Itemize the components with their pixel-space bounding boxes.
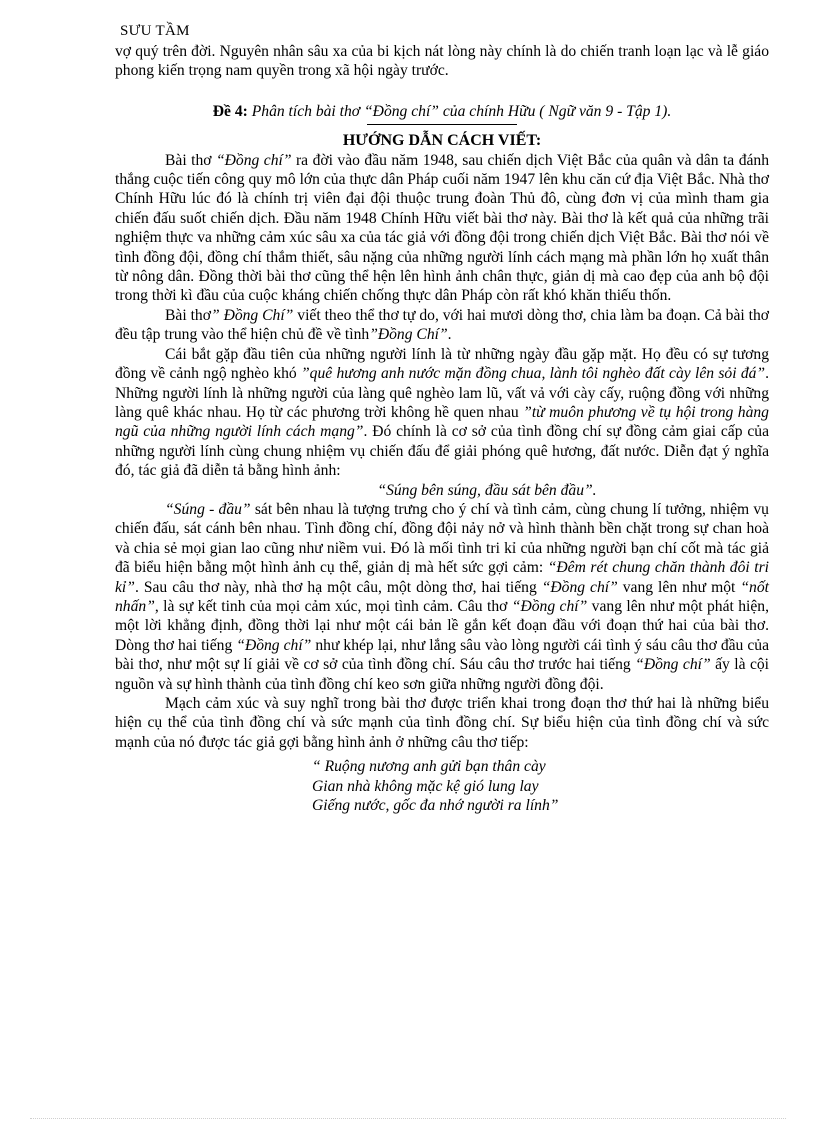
- page-bottom-border: [30, 1118, 786, 1119]
- para4-quote-e: “Đồng chí”: [541, 578, 618, 596]
- para3-text-c: . Những người lính là những người của làng quê nghèo lam lũ, vất vả với cày cấy, ruộng đồng với những làng quê khác nhau. Họ từ các phương trời không hề quen nhau: [115, 365, 769, 421]
- quote-verse: “Súng bên súng, đầu sát bên đầu”.: [377, 481, 597, 499]
- para4-quote-c: “Đêm rét chung chăn thành đôi tri kỉ”: [115, 559, 769, 596]
- paragraph-5: Mạch cảm xúc và suy nghĩ trong bài thơ được triển khai trong đoạn thơ thứ hai là những biểu hiện cụ thể của tình đồng chí và sức mạnh của tình đồng chí. Sự biểu hiện của tình đồng chí và sức mạnh của nó được tác giả gợi bằng hình ảnh ở những câu thơ tiếp:: [115, 695, 769, 751]
- paragraph-1: [115, 151, 769, 306]
- para1-quote: “Đồng chí”: [215, 151, 292, 169]
- para4-quote-a: “Súng - đầu”: [165, 500, 251, 518]
- para4-quote-k: “Đồng chí”: [236, 636, 312, 654]
- para4-text-j: vang lên như một phát hiện, một lời khẳng định, đồng thời lại như một cái bản lề gắn kết đoạn đầu với đoạn thứ hai của bài thơ. Dòng thơ hai tiếng: [115, 597, 769, 654]
- question-label: Đề 4:: [212, 102, 248, 120]
- para1-text-c: ra đời vào đầu năm 1948, sau chiến dịch Việt Bắc của quân và dân ta đánh thắng cuộc tiến công quy mô lớn của thực dân Pháp cuối năm 1947 lên khu căn cứ địa Việt Bắc. Nhà thơ Chính Hữu lúc đó là chính trị viên đại đội thuộc trung đoàn Thủ đô, cùng đơn vị của mình tham gia chiến đấu suốt chiến dịch. Đầu năm 1948 Chính Hữu viết bài thơ này. Bài thơ là kết quả của những trãi nghiệm thực va những cảm xúc sâu xa của tác giả với đồng đội trong chiến dịch Việt Bắc. Bài thơ nói về tình đồng đội, đồng chí thắm thiết, sâu nặng của những người lính cách mạng mà phần lớn họ xuất thân từ nông dân. Đồng thời bài thơ cũng thể hện lên hình ảnh chân thực, giản dị mà cao đẹp của anh bộ đội trong thời kì đầu của cuộc kháng chiến chống thực dân Pháp còn rất khó khăn thiếu thốn.: [115, 151, 770, 305]
- poem-line: Gian nhà không mặc kệ gió lung lay: [312, 777, 539, 795]
- para2-text-e: .: [447, 326, 452, 344]
- para2-quote-1: ” Đồng Chí”: [210, 306, 294, 324]
- para4-quote-g: “nốt nhấn”: [115, 578, 769, 615]
- para2-text-c: viết theo thể thơ tự do, với hai mươi dòng thơ, chia làm ba đoạn. Cả bài thơ đều tập trung vào thể hiện chủ đề về tình: [115, 306, 770, 344]
- para4-text-d: . Sau câu thơ này, nhà thơ hạ một câu, một dòng thơ, hai tiếng: [134, 578, 542, 596]
- para4-quote-i: “Đồng chí”: [511, 597, 588, 615]
- para3-quote-2: ”từ muôn phương về tụ hội trong hàng ngũ của những người lính cách mạng”: [115, 403, 769, 441]
- para3-text-a: Cái bắt gặp đầu tiên của những người lính là từ những ngày đầu gặp mặt. Họ đều có sự tương đồng về cảnh ngộ nghèo khó: [115, 345, 769, 383]
- para4-text-h: , là sự kết tinh của mọi cảm xúc, mọi tình cảm. Câu thơ: [154, 597, 512, 615]
- para4-text-b: sát bên nhau là tượng trưng cho ý chí và tình cảm, cùng chung lí tưởng, nhiệm vụ chiến đấu, sát cánh bên nhau. Tình đồng chí, đồng đội nảy nở và hình thành bền chặt trong sự chan hoà và chia sẻ mọi gian lao cũng như niềm vui. Đó là mối tình tri kỉ của những người bạn chí cốt mà tác giả đã biểu hiện bằng một hình ảnh cụ thể, giản dị mà hết sức gợi cảm:: [115, 500, 769, 577]
- para2-text-a: Bài thơ: [165, 306, 211, 324]
- poem-line: “ Ruộng nương anh gửi bạn thân cày: [312, 758, 546, 776]
- para2-quote-2: ”Đồng Chí”: [369, 326, 448, 344]
- para4-text-f: vang lên như một: [617, 578, 741, 596]
- para3-quote-1: ”quê hương anh nước mặn đồng chua, lành tôi nghèo đất cày lên sỏi đá”: [301, 365, 766, 383]
- poem-block: [312, 757, 769, 815]
- poem-line: Giếng nước, gốc đa nhớ người ra lính”: [312, 797, 559, 815]
- para1-text-a: Bài thơ: [165, 151, 216, 169]
- paragraph-4: [115, 500, 769, 694]
- paragraph-3: [115, 345, 769, 481]
- intro-paragraph: vợ quý trên đời. Nguyên nhân sâu xa của bi kịch nát lòng này chính là do chiến tranh loạn lạc và lễ giáo phong kiến trọng nam quyền trong xã hội ngày trước.: [115, 43, 769, 80]
- para4-quote-m: “Đồng chí”: [635, 656, 711, 674]
- title-divider: [367, 124, 517, 125]
- page-header: SƯU TẦM: [120, 23, 190, 39]
- question-text: Phân tích bài thơ “Đồng chí” của chính Hữu ( Ngữ văn 9 - Tập 1).: [247, 102, 672, 120]
- para4-text-n: ấy là cội nguồn và sự hình thành của tình đồng chí keo sơn giữa những người đồng đội.: [115, 656, 770, 693]
- para3-text-e: . Đó chính là cơ sở của tình đồng chí sự đồng cảm giai cấp của những người lính cùng chung nhiệm vụ chiến đấu để giải phóng quê hương, đất nước. Diễn đạt ý nghĩa đó, tác giả đã diễn tả bằng hình ảnh:: [115, 423, 770, 480]
- paragraph-2: [115, 306, 769, 345]
- question-title: [115, 102, 769, 121]
- para4-text-l: như khép lại, như lắng sâu vào lòng người cái tình ý sáu câu thơ đầu của bài thơ, như một sự lí giải về cơ sở của tình đồng chí. Sáu câu thơ trước hai tiếng: [115, 636, 769, 674]
- document-body: [115, 42, 769, 815]
- guide-heading: HƯỚNG DẪN CÁCH VIẾT:: [342, 132, 542, 150]
